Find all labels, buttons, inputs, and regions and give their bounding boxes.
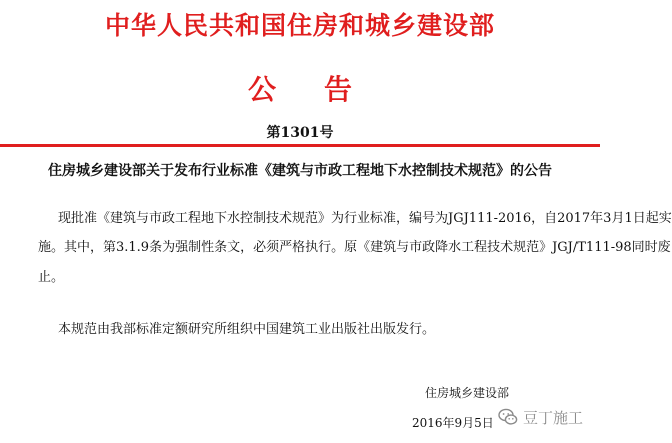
document-number: 第1301号 [266,125,334,141]
notice-heading: 公告 [247,73,400,106]
watermark [498,405,583,429]
red-divider [0,144,600,147]
signature-date: 2016年9月5日 [412,416,494,430]
body-line-4: 本规范由我部标准定额研究所组织中国建筑工业出版社出版发行。 [58,322,436,337]
signature-organization: 住房城乡建设部 [425,386,510,400]
ministry-name: 中华人民共和国住房和城乡建设部 [104,11,495,40]
wechat-icon [498,408,518,426]
announcement-title: 住房城乡建设部关于发布行业标准《建筑与市政工程地下水控制技术规范》的公告 [48,163,552,179]
body-line-1: 现批准《建筑与市政工程地下水控制技术规范》为行业标准，编号为JGJ111-2016，自2017年3月1日起实 [58,211,672,226]
watermark-text: 豆丁施工 [523,408,584,427]
body-line-2: 施。其中，第3.1.9条为强制性条文，必须严格执行。原《建筑与市政降水工程技术规范》JGJ/T111-98同时废 [38,240,671,255]
body-line-3: 止。 [38,270,65,285]
